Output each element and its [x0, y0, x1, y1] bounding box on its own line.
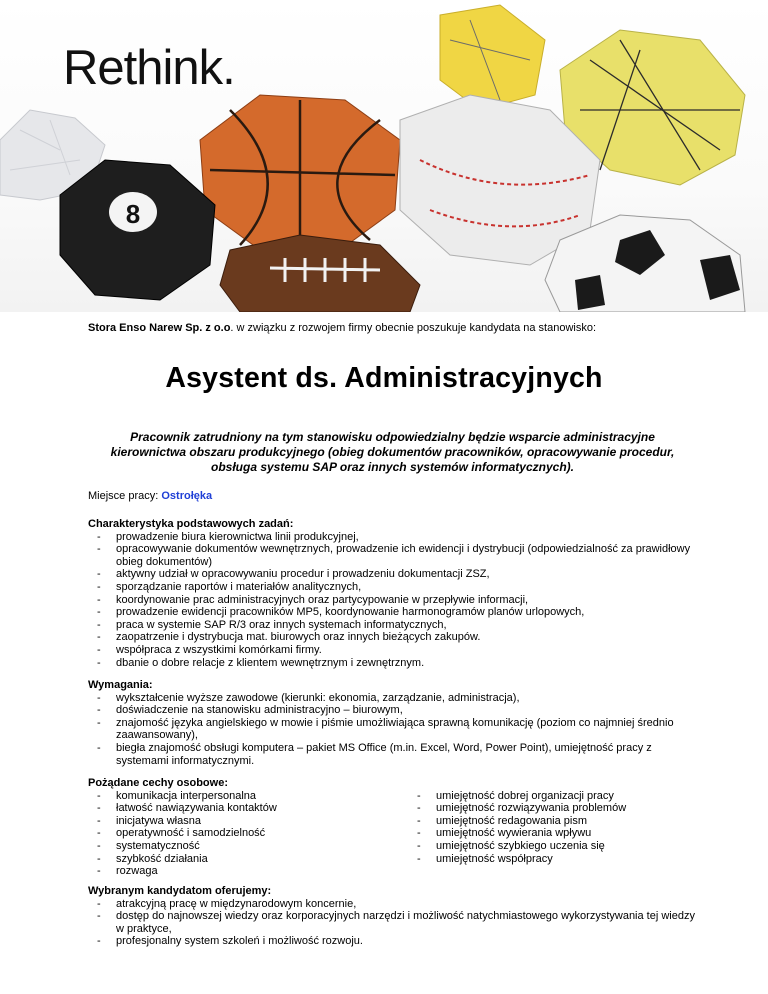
list-item: - wykształcenie wyższe zawodowe (kierunki: ekonomia, zarządzanie, administracja), — [88, 692, 698, 705]
list-item: - operatywność i samodzielność — [88, 827, 408, 840]
job-lead-description: Pracownik zatrudniony na tym stanowisku odpowiedzialny będzie wsparcie administracyjne kierownictwa obszaru produkcyjnego (obieg dokumentów pracowników, opracowywanie procedur, obsługa systemu SAP oraz innych systemów informatycznych). — [110, 430, 675, 474]
intro-line — [88, 322, 596, 334]
traits-list-right — [408, 790, 698, 878]
list-item: - praca w systemie SAP R/3 oraz innych systemach informatycznych, — [88, 619, 698, 632]
list-item: - umiejętność rozwiązywania problemów — [408, 802, 698, 815]
offer-list — [88, 898, 698, 948]
list-item: - dostęp do najnowszej wiedzy oraz korporacyjnych narzędzi i możliwość natychmiastowego wykorzystywania tej wiedzy w praktyce, — [88, 910, 698, 935]
list-item: - doświadczenie na stanowisku administracyjno – biurowym, — [88, 704, 698, 717]
duties-section — [88, 518, 698, 669]
football-paper — [220, 235, 420, 312]
location-label: Miejsce pracy: — [88, 490, 162, 502]
traits-list-left — [88, 790, 408, 878]
brand-logo-text: Rethink. — [63, 41, 235, 95]
list-item: - zaopatrzenie i dystrybucja mat. biurowych oraz innych bieżących zakupów. — [88, 631, 698, 644]
list-item: - znajomość języka angielskiego w mowie i piśmie umożliwiająca sprawną komunikację (poziom co najmniej średnio zaawansowany), — [88, 717, 698, 742]
list-item: - aktywny udział w opracowywaniu procedur i prowadzeniu dokumentacji ZSZ, — [88, 568, 698, 581]
list-item: - współpraca z wszystkimi komórkami firmy. — [88, 644, 698, 657]
list-item: - koordynowanie prac administracyjnych oraz partycypowanie w przepływie informacji, — [88, 594, 698, 607]
eight-ball-number: 8 — [125, 199, 141, 229]
list-item: - systematyczność — [88, 840, 408, 853]
traits-section — [88, 777, 698, 878]
list-item: - opracowywanie dokumentów wewnętrznych, prowadzenie ich ewidencji i dystrybucji (odpowiedzialność za prawidłowy obieg dokumentów) — [88, 543, 698, 568]
list-item: - sporządzanie raportów i materiałów analitycznych, — [88, 581, 698, 594]
requirements-heading: Wymagania: — [88, 679, 153, 691]
requirements-list — [88, 692, 698, 768]
list-item: - prowadzenie ewidencji pracowników MP5, koordynowanie harmonogramów planów urlopowych, — [88, 606, 698, 619]
list-item: - rozwaga — [88, 865, 408, 878]
list-item: - umiejętność dobrej organizacji pracy — [408, 790, 698, 803]
list-item: - dbanie o dobre relacje z klientem wewnętrznym i zewnętrznym. — [88, 657, 698, 670]
traits-columns — [88, 790, 698, 878]
location-city: Ostrołęka — [161, 490, 213, 502]
duties-heading: Charakterystyka podstawowych zadań: — [88, 518, 294, 530]
job-title: Asystent ds. Administracyjnych — [165, 362, 603, 394]
list-item: - łatwość nawiązywania kontaktów — [88, 802, 408, 815]
list-item: - profesjonalny system szkoleń i możliwość rozwoju. — [88, 935, 698, 948]
work-location — [88, 490, 212, 502]
company-name: Stora Enso Narew Sp. z o.o — [88, 322, 231, 334]
duties-list — [88, 531, 698, 670]
intro-text: . w związku z rozwojem firmy obecnie poszukuje kandydata na stanowisko: — [230, 322, 597, 334]
list-item: - szybkość działania — [88, 853, 408, 866]
yellow-paper-top — [440, 5, 545, 110]
list-item: - umiejętność współpracy — [408, 853, 698, 866]
offer-section — [88, 885, 698, 948]
list-item: - umiejętność szybkiego uczenia się — [408, 840, 698, 853]
traits-heading: Pożądane cechy osobowe: — [88, 777, 228, 789]
list-item: - atrakcyjną pracę w międzynarodowym koncernie, — [88, 898, 698, 911]
list-item: - prowadzenie biura kierownictwa linii produkcyjnej, — [88, 531, 698, 544]
list-item: - umiejętność wywierania wpływu — [408, 827, 698, 840]
requirements-section — [88, 679, 698, 767]
rethink-banner — [0, 0, 768, 312]
list-item: - inicjatywa własna — [88, 815, 408, 828]
list-item: - komunikacja interpersonalna — [88, 790, 408, 803]
list-item: - umiejętność redagowania pism — [408, 815, 698, 828]
offer-heading: Wybranym kandydatom oferujemy: — [88, 885, 272, 897]
list-item: - biegła znajomość obsługi komputera – pakiet MS Office (m.in. Excel, Word, Power Point), umiejętność pracy z systemami informatycznymi. — [88, 742, 698, 767]
